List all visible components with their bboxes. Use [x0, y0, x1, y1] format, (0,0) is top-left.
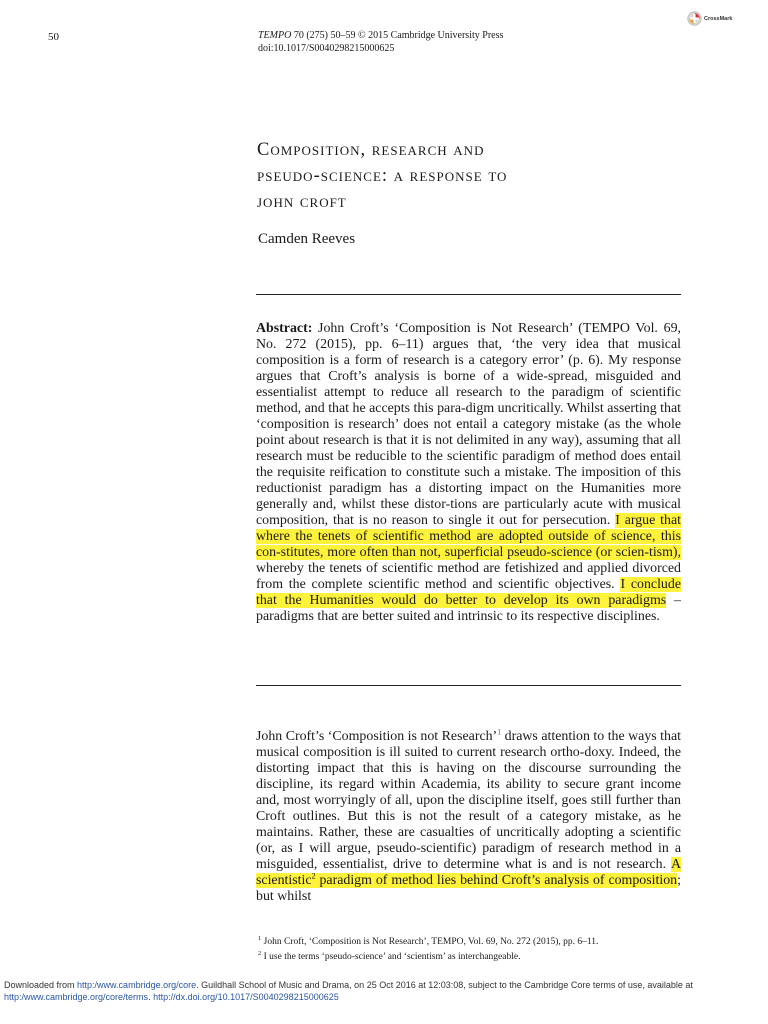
- terms-link[interactable]: http:/www.cambridge.org/core/terms: [4, 992, 149, 1002]
- abstract-bottom-rule: [256, 685, 681, 686]
- footnotes: [258, 933, 683, 963]
- footnote-ref[interactable]: 1: [497, 727, 502, 737]
- footnote: $^1$ John Croft, ‘Composition is Not Research’, TEMPO, Vol. 69, No. 272 (2015), pp. 6–11.: [258, 935, 599, 948]
- footnote-ref[interactable]: 2: [311, 871, 316, 881]
- crossmark-icon: [687, 11, 702, 26]
- abstract-label: Abstract:: [256, 321, 313, 336]
- crossmark-label: CrossMark: [704, 15, 733, 22]
- abstract-top-rule: [256, 294, 681, 295]
- footnote: $^2$ I use the terms ‘pseudo-science’ and ‘scientism’ as interchangeable.: [258, 950, 521, 963]
- title-line: pseudo-science: a response to: [257, 166, 508, 186]
- abstract: Abstract: John Croft’s ‘Composition is Not Research’ (TEMPO Vol. 69, No. 272 (2015), pp. 6–11) argues that, ‘the very idea that musical composition is a form of research is a category error’ (p. 6). My response argues that Croft’s analysis is borne of a wide-spread, misguided and essentialist attempt to reduce all research to the paradigm of scientific method, and that he accepts this para-digm uncritically. Whilst asserting that ‘composition is research’ does not entail a category mistake (as the whole point about research is that it is not delimited in any way), assuming that all research must be reducible to the scientific paradigm of method does entail the requisite reification to constitute such a mistake. The imposition of this reductionist paradigm has a distorting impact on the Humanities more generally and, whilst these distor-tions are particularly acute with musical composition, that is no reason to single it out for persecution. I argue that where the tenets of scientific method are adopted outside of science, this con-stitutes, more often than not, superficial pseudo-science (or scien-tism), whereby the tenets of scientific method are fetishized and applied divorced from the complete scientific method and scientific objectives. I conclude that the Humanities would do better to develop its own paradigms – paradigms that are better suited and intrinsic to its respective disciplines.: [256, 321, 681, 624]
- highlight: A scientistic$^2$ paradigm of method lies behind Croft’s analysis of composition: [256, 857, 681, 888]
- cambridge-core-link[interactable]: http:/www.cambridge.org/core: [77, 980, 197, 990]
- download-notice: Downloaded from http:/www.cambridge.org/core. Guildhall School of Music and Drama, on 25 Oct 2016 at 12:03:08, subject to the Cambridge Core terms of use, available at http:/www.cambridge.org/core/terms. http://dx.doi.org/10.1017/S0040298215000625: [4, 980, 693, 1002]
- doi-link[interactable]: http://dx.doi.org/10.1017/S0040298215000625: [153, 992, 339, 1002]
- crossmark-badge[interactable]: [687, 11, 732, 26]
- title-line: john croft: [257, 192, 347, 212]
- journal-doi: doi:10.1017/S0040298215000625: [258, 43, 395, 54]
- article-title: [257, 137, 687, 215]
- body-paragraph: John Croft’s ‘Composition is not Research’$^1$ draws attention to the ways that musical composition is ill suited to current research ortho-doxy. Indeed, the distorting impact that this is having on the discourse surrounding the discipline, its regard within Academia, its ability to secure grant income and, most worryingly of all, upon the discipline itself, goes still further than Croft outlines. But this is not the result of a category mistake, as he maintains. Rather, these are casualties of uncritically adopting a scientific (or, as I will argue, pseudo-scientific) paradigm of research method in a misguided, essentialist, drive to determine what is and is not research. A scientistic$^2$ paradigm of method lies behind Croft’s analysis of composition; but whilst: [256, 727, 682, 904]
- journal-citation: TEMPO 70 (275) 50–59 © 2015 Cambridge University Press: [258, 30, 504, 41]
- title-line: Composition, research and: [257, 140, 485, 160]
- author-name: Camden Reeves: [258, 231, 356, 247]
- highlight: I conclude that the Humanities would do better to develop its own paradigms: [256, 577, 681, 608]
- journal-header: [258, 29, 503, 55]
- journal-name: TEMPO: [258, 30, 292, 41]
- page-number: 50: [48, 31, 59, 43]
- highlight: I argue that where the tenets of scientific method are adopted outside of science, this con-stitutes, more often than not, superficial pseudo-science (or scien-tism),: [256, 513, 681, 560]
